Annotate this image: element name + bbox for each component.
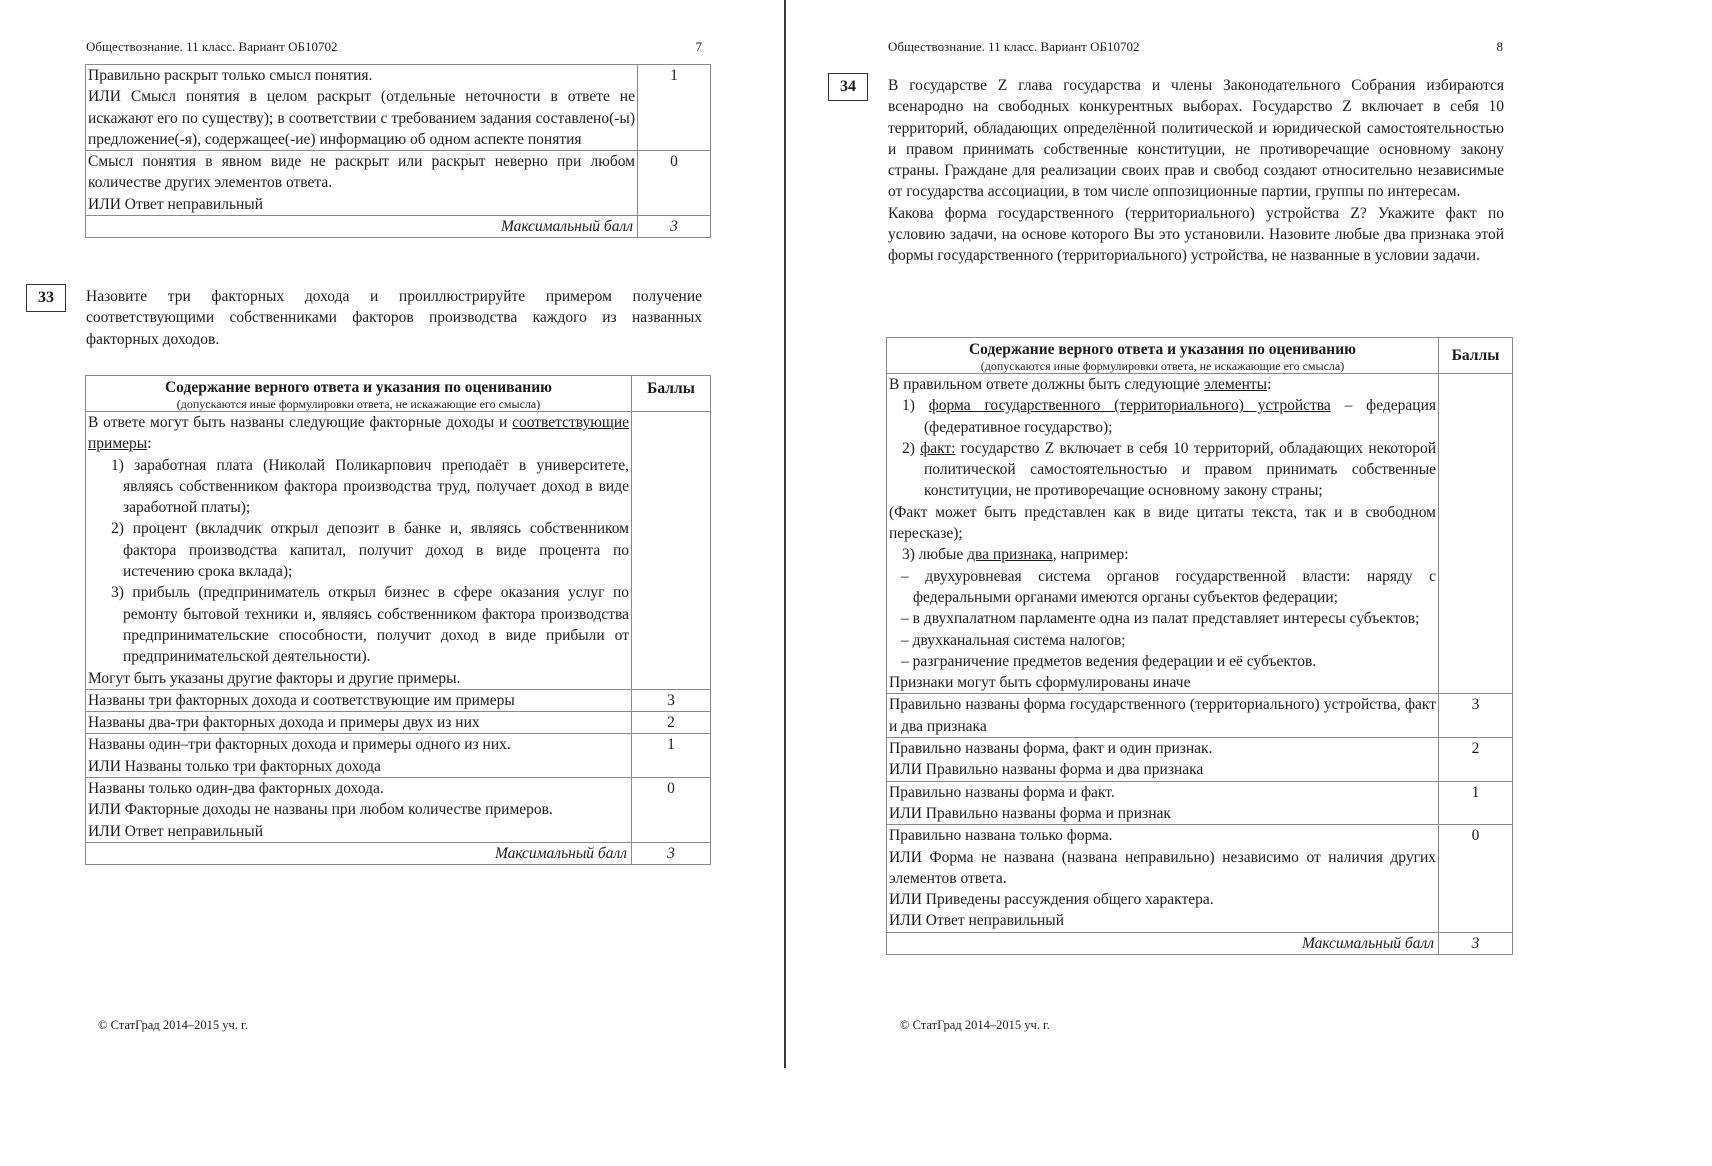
- page-footer: © СтатГрад 2014–2015 уч. г.: [98, 1018, 248, 1032]
- table-row: [86, 778, 711, 843]
- answer-table-q34: [886, 337, 1513, 955]
- criteria-cell: [86, 151, 638, 216]
- max-score-label: Максимальный балл: [86, 842, 632, 864]
- answer-item: 2) процент (вкладчик открыл депозит в банке и, являясь собственником фактора производства капитал, получит доход в виде процента по истечению срока вклада);: [111, 520, 629, 581]
- criteria-cell: [887, 825, 1439, 932]
- score-cell: 2: [632, 712, 711, 734]
- header-main: Содержание верного ответа и указания по оцениванию: [968, 341, 1356, 358]
- table-row: [86, 689, 711, 711]
- answer-dash-item: – двухуровневая система органов государственной власти: наряду с федеральными органами имеются органы субъектов федерации;: [901, 567, 1436, 606]
- answer-fact-note: (Факт может быть представлен как в виде цитаты текста, так и в свободном пересказе);: [889, 503, 1436, 543]
- answer-note: Могут быть указаны другие факторы и другие примеры.: [88, 669, 461, 687]
- criteria-cell: [86, 734, 632, 778]
- score-cell-empty: [1439, 374, 1513, 694]
- criteria-text: ИЛИ Правильно названы форма и признак: [889, 804, 1171, 822]
- criteria-text: Правильно раскрыт только смысл понятия.: [88, 67, 373, 84]
- score-cell: 1: [638, 65, 711, 151]
- max-score-value: 3: [1439, 932, 1513, 954]
- criteria-text: Правильно названа только форма.: [889, 827, 1113, 845]
- answer-intro: В правильном ответе должны быть следующие элементы:: [889, 376, 1272, 393]
- question-text: [888, 75, 1504, 267]
- answer-content-cell: [887, 374, 1439, 694]
- criteria-text: Названы только один-два факторных дохода.: [88, 780, 384, 798]
- answer-item: 2) факт: государство Z включает в себя 10 территорий, обладающих некоторой политической самостоятельностью и правом принимать собственные конституции, не противоречащие основному закону страны;: [902, 439, 1437, 500]
- header-main: Содержание верного ответа и указания по оцениванию: [164, 379, 552, 396]
- max-score-row: [887, 932, 1513, 954]
- page-footer: © СтатГрад 2014–2015 уч. г.: [900, 1018, 1050, 1032]
- table-header-row: [887, 338, 1513, 374]
- table-row: [86, 65, 711, 151]
- max-score-label: Максимальный балл: [887, 932, 1439, 954]
- score-cell: 0: [632, 778, 711, 843]
- right-page: [787, 0, 1568, 1068]
- table-header-row: [86, 376, 711, 412]
- page-header: Обществознание. 11 класс. Вариант ОБ10702: [86, 39, 338, 54]
- answer-table-q33: [85, 375, 711, 865]
- question-paragraph: Какова форма государственного (территориального) устройства Z? Укажите факт по условию задачи, на основе которого Вы это установили. Назовите любые два признака этой формы государственного (территориального) устройства, не названные в условии задачи.: [888, 204, 1504, 265]
- criteria-text: ИЛИ Ответ неправильный: [889, 912, 1065, 930]
- score-cell: 0: [1439, 825, 1513, 932]
- criteria-text: ИЛИ Приведены рассуждения общего характера.: [889, 891, 1214, 909]
- criteria-text: ИЛИ Форма не названа (названа неправильно) независимо от наличия других элементов ответа.: [889, 848, 1436, 887]
- criteria-text: Правильно названы форма и факт.: [889, 783, 1115, 801]
- answer-item: 3) любые два признака, например:: [902, 546, 1129, 564]
- criteria-cell: [887, 781, 1439, 825]
- answer-intro: В ответе могут быть названы следующие факторные доходы и соответствующие примеры:: [88, 414, 629, 453]
- criteria-table-continued: [85, 64, 711, 238]
- criteria-text: ИЛИ Ответ неправильный: [88, 822, 264, 840]
- score-cell: 3: [1439, 694, 1513, 738]
- max-score-label: Максимальный балл: [86, 216, 638, 238]
- score-cell-empty: [632, 412, 711, 690]
- answer-note: Признаки могут быть сформулированы иначе: [889, 674, 1191, 692]
- question-number-box: 34: [828, 73, 868, 101]
- criteria-text: Правильно названы форма, факт и один признак.: [889, 740, 1213, 758]
- answer-dash-item: – двухканальная система налогов;: [901, 631, 1126, 649]
- table-row: [86, 712, 711, 734]
- criteria-cell: [86, 65, 638, 151]
- criteria-text: ИЛИ Факторные доходы не названы при любом количестве примеров.: [88, 801, 553, 819]
- score-cell: 0: [638, 151, 711, 216]
- criteria-cell: [86, 778, 632, 843]
- max-score-row: [86, 842, 711, 864]
- criteria-cell: Названы три факторных дохода и соответствующие им примеры: [86, 689, 632, 711]
- page-header: Обществознание. 11 класс. Вариант ОБ10702: [888, 39, 1140, 54]
- question-number-box: 33: [26, 284, 66, 312]
- page-divider: [784, 0, 786, 1068]
- header-score: Баллы: [1439, 338, 1513, 374]
- page-number: 7: [695, 39, 702, 54]
- page-number: 8: [1496, 39, 1503, 54]
- score-cell: 3: [632, 689, 711, 711]
- header-content-cell: [86, 376, 632, 412]
- max-score-value: 3: [632, 842, 711, 864]
- criteria-cell: [887, 738, 1439, 782]
- table-row: [86, 151, 711, 216]
- score-cell: 1: [1439, 781, 1513, 825]
- criteria-text: ИЛИ Правильно названы форма и два признака: [889, 761, 1204, 779]
- table-row: [86, 734, 711, 778]
- table-row: [887, 781, 1513, 825]
- criteria-text: ИЛИ Ответ неправильный: [88, 195, 264, 213]
- table-row: [887, 374, 1513, 694]
- criteria-text: Смысл понятия в явном виде не раскрыт или раскрыт неверно при любом количестве других элементов ответа.: [88, 153, 635, 192]
- answer-item: 3) прибыль (предприниматель открыл бизнес в сфере оказания услуг по ремонту бытовой техники и, являясь собственником фактора производства предпринимательские способности, получит доход в виде прибыли от предпринимательской деятельности).: [111, 584, 629, 666]
- header-sub: (допускаются иные формулировки ответа, не искажающие его смысла): [176, 397, 541, 411]
- answer-content-cell: [86, 412, 632, 690]
- criteria-cell: Правильно названы форма государственного (территориального) устройства, факт и два признака: [887, 694, 1439, 738]
- question-paragraph: В государстве Z глава государства и члены Законодательного Собрания избираются всенародно на свободных конкурентных выборах. Государство Z включает в себя 10 территорий, обладающих определённой политической и юридической самостоятельностью и правом принимать собственные конституции, не противоречащие основному закону страны. Граждане для реализации своих прав и свобод создают относительно независимые от государства ассоциации, в том числе оппозиционные партии, группы по интересам.: [888, 77, 1504, 201]
- answer-item: 1) заработная плата (Николай Поликарпович преподаёт в университете, являясь собственником фактора производства труд, получает доход в виде заработной платы);: [111, 456, 629, 517]
- score-cell: 1: [632, 734, 711, 778]
- header-sub: (допускаются иные формулировки ответа, не искажающие его смысла): [980, 359, 1345, 373]
- score-cell: 2: [1439, 738, 1513, 782]
- criteria-text: ИЛИ Названы только три факторных дохода: [88, 757, 381, 775]
- table-row: [887, 738, 1513, 782]
- answer-item: 1) форма государственного (территориального) устройства – федерация (федеративное государство);: [902, 397, 1436, 436]
- criteria-cell: Названы два-три факторных дохода и примеры двух из них: [86, 712, 632, 734]
- max-score-value: 3: [638, 216, 711, 238]
- header-score: Баллы: [632, 376, 711, 412]
- table-row: [887, 825, 1513, 932]
- answer-dash-item: – в двухпалатном парламенте одна из палат представляет интересы субъектов;: [901, 610, 1420, 628]
- table-row: [887, 694, 1513, 738]
- table-row: [86, 412, 711, 690]
- answer-dash-item: – разграничение предметов ведения федерации и её субъектов.: [901, 652, 1317, 670]
- header-content-cell: [887, 338, 1439, 374]
- criteria-text: Названы один–три факторных дохода и примеры одного из них.: [88, 736, 511, 754]
- question-text: Назовите три факторных дохода и проиллюстрируйте примером получение соответствующими собственниками факторов производства каждого из названных факторных доходов.: [86, 288, 702, 348]
- max-score-row: [86, 216, 711, 238]
- left-page: [0, 0, 784, 1068]
- criteria-text: ИЛИ Смысл понятия в целом раскрыт (отдельные неточности в ответе не искажают его по существу); в соответствии с требованием задания составлено(-ы) предложение(-я), содержащее(-ие) информацию об одном аспекте понятия: [88, 88, 635, 148]
